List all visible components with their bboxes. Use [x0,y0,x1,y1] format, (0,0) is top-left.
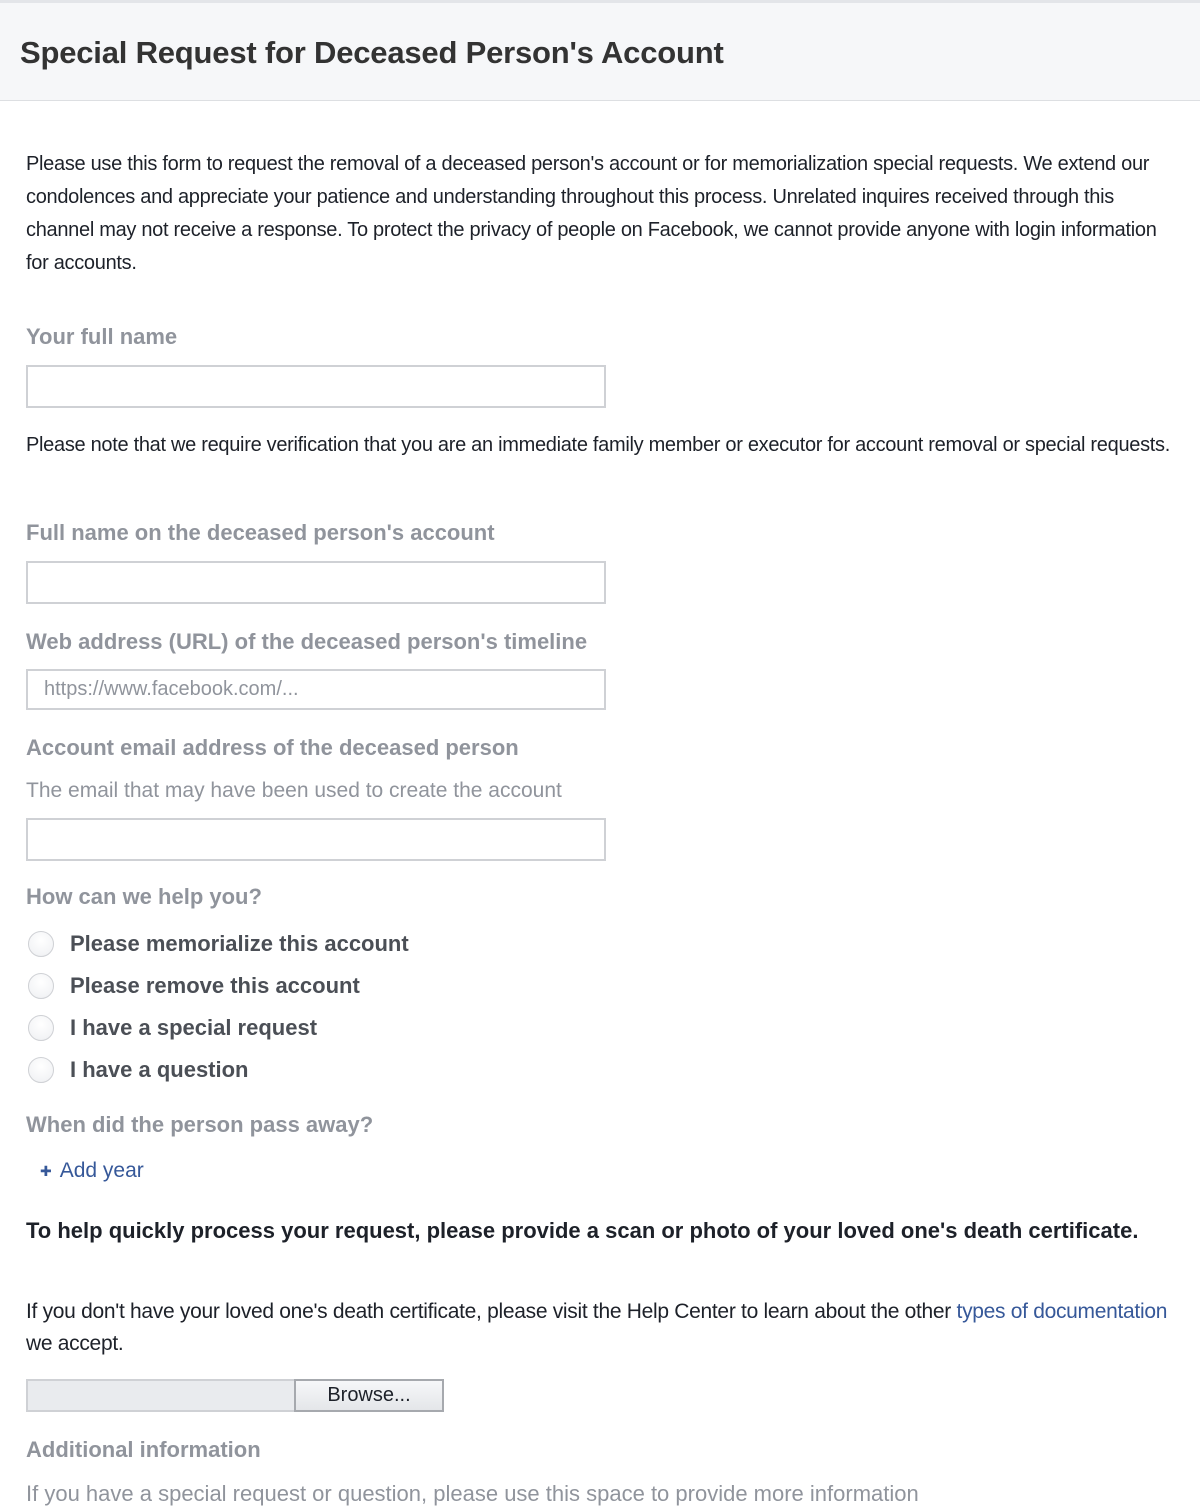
certificate-note-text-end: we accept. [26,1332,124,1355]
verification-note: Please note that we require verification that you are an immediate family member or executor for account removal or special requests. [26,434,1170,456]
radio-label: Please memorialize this account [70,931,409,956]
radio-button[interactable] [28,1015,54,1041]
page-header [0,0,1200,101]
pass-away-label: When did the person pass away? [26,1112,374,1137]
additional-info-label: Additional information [26,1437,261,1462]
file-path-field[interactable] [26,1379,296,1412]
timeline-url-label: Web address (URL) of the deceased person's timeline [26,629,588,654]
full-name-input[interactable] [26,365,606,408]
radio-option-special-request[interactable] [28,1013,317,1043]
deceased-name-input[interactable] [26,561,606,604]
radio-option-question[interactable] [28,1055,249,1085]
email-input[interactable] [26,818,606,861]
radio-label: I have a special request [70,1015,318,1040]
radio-option-memorialize[interactable] [28,929,409,959]
additional-info-hint: If you have a special request or question, please use this space to provide more information [26,1481,919,1506]
browse-button[interactable]: Browse... [294,1379,444,1412]
radio-button[interactable] [28,1057,54,1083]
full-name-label: Your full name [26,324,178,349]
radio-option-remove[interactable] [28,971,360,1001]
timeline-url-input[interactable] [26,669,606,710]
certificate-note [26,1296,1176,1360]
radio-button[interactable] [28,931,54,957]
certificate-note-text: If you don't have your loved one's death certificate, please visit the Help Center to learn about the other [26,1300,957,1323]
add-year-label: Add year [59,1159,144,1182]
page-title: Special Request for Deceased Person's Account [20,35,724,70]
add-year-link[interactable] [40,1159,144,1183]
deceased-name-label: Full name on the deceased person's account [26,520,495,545]
certificate-heading: To help quickly process your request, please provide a scan or photo of your loved one's death certificate. [26,1218,1139,1243]
radio-button[interactable] [28,973,54,999]
help-label: How can we help you? [26,884,262,909]
radio-label: Please remove this account [70,973,360,998]
email-hint: The email that may have been used to create the account [26,779,562,802]
types-of-documentation-link[interactable]: types of documentation [956,1300,1168,1323]
radio-label: I have a question [70,1057,249,1082]
email-label: Account email address of the deceased person [26,735,519,760]
plus-icon: ✚ [40,1162,52,1179]
intro-text: Please use this form to request the removal of a deceased person's account or for memorialization special requests. We extend our condolences and appreciate your patience and understanding throughout this process. Unrelated inquires received through this channel may not receive a response. To protect the privacy of people on Facebook, we cannot provide anyone with login information for accounts. [26,153,1157,274]
